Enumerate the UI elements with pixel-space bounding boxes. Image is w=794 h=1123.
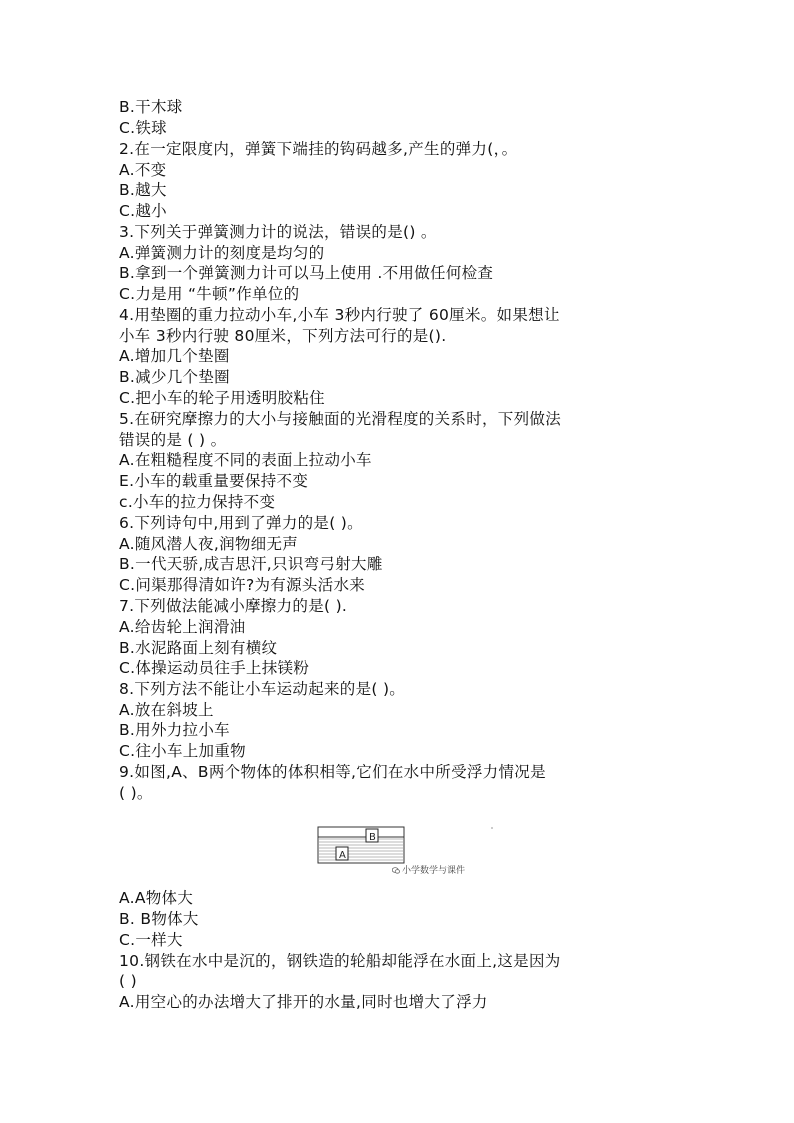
buoyancy-figure [316, 825, 496, 885]
text-line: 3.下列关于弹簧测力计的说法，错误的是() 。 [119, 223, 437, 241]
text-line: A.给齿轮上润滑油 [119, 618, 246, 636]
figure-caption: 小学数学与课件 [402, 866, 466, 876]
text-line: 10.钢铁在水中是沉的，钢铁造的轮船却能浮在水面上,这是因为 [119, 952, 561, 970]
text-line: ( )。 [119, 784, 153, 802]
text-line: B.越大 [119, 181, 167, 199]
block-b-label: B [369, 832, 376, 843]
text-line: A.不变 [119, 161, 167, 179]
text-line: c.小车的拉力保持不变 [119, 493, 276, 511]
text-line: A.用空心的办法增大了排开的水量,同时也增大了浮力 [119, 993, 488, 1011]
text-line: A.在粗糙程度不同的表面上拉动小车 [119, 451, 372, 469]
text-line: C.体操运动员往手上抹镁粉 [119, 659, 310, 677]
text-line: A.增加几个垫圈 [119, 347, 230, 365]
text-line: B.用外力拉小车 [119, 721, 230, 739]
text-line: 5.在研究摩擦力的大小与接触面的光滑程度的关系时，下列做法 [119, 410, 561, 428]
text-line: 6.下列诗句中,用到了弹力的是( )。 [119, 514, 363, 532]
text-line: C.越小 [119, 202, 167, 220]
text-line: B.减少几个垫圈 [119, 368, 230, 386]
text-line: 8.下列方法不能让小车运动起来的是( )。 [119, 680, 406, 698]
text-line: 错误的是 ( ) 。 [119, 431, 227, 449]
text-line: C.一样大 [119, 931, 183, 949]
text-line: C.问渠那得清如许?为有源头活水来 [119, 576, 366, 594]
text-line: ( ) [119, 972, 137, 990]
text-line: 2.在一定限度内，弹簧下端挂的钩码越多,产生的弹力(，。 [119, 140, 518, 158]
text-line: A.A物体大 [119, 889, 194, 907]
wechat-icon [392, 867, 400, 874]
block-a-label: A [339, 850, 346, 861]
text-line: B.干木球 [119, 98, 183, 116]
text-line: B.水泥路面上刻有横纹 [119, 639, 278, 657]
text-line: B.拿到一个弹簧测力计可以马上使用 .不用做任何检查 [119, 264, 494, 282]
text-line: B. B物体大 [119, 910, 199, 928]
text-line: 小车 3秒内行驶 80厘米，下列方法可行的是(). [119, 327, 447, 345]
text-line: A.放在斜坡上 [119, 701, 214, 719]
text-line: 9.如图,A、B两个物体的体积相等,它们在水中所受浮力情况是 [119, 763, 546, 781]
text-line: C.往小车上加重物 [119, 742, 246, 760]
text-line: A.弹簧测力计的刻度是均匀的 [119, 244, 325, 262]
text-line: C.铁球 [119, 119, 167, 137]
text-line: B.一代天骄,成吉思汗,只识弯弓射大雕 [119, 555, 383, 573]
text-line: A.随风潜人夜,润物细无声 [119, 535, 299, 553]
text-line: C.把小车的轮子用透明胶粘住 [119, 389, 325, 407]
text-line: C.力是用 “牛顿”作单位的 [119, 285, 300, 303]
text-line: E.小车的载重量要保持不变 [119, 472, 309, 490]
text-line: 7.下列做法能减小摩擦力的是( ). [119, 597, 348, 615]
text-line: 4.用垫圈的重力拉动小车,小车 3秒内行驶了 60厘米。如果想让 [119, 306, 560, 324]
